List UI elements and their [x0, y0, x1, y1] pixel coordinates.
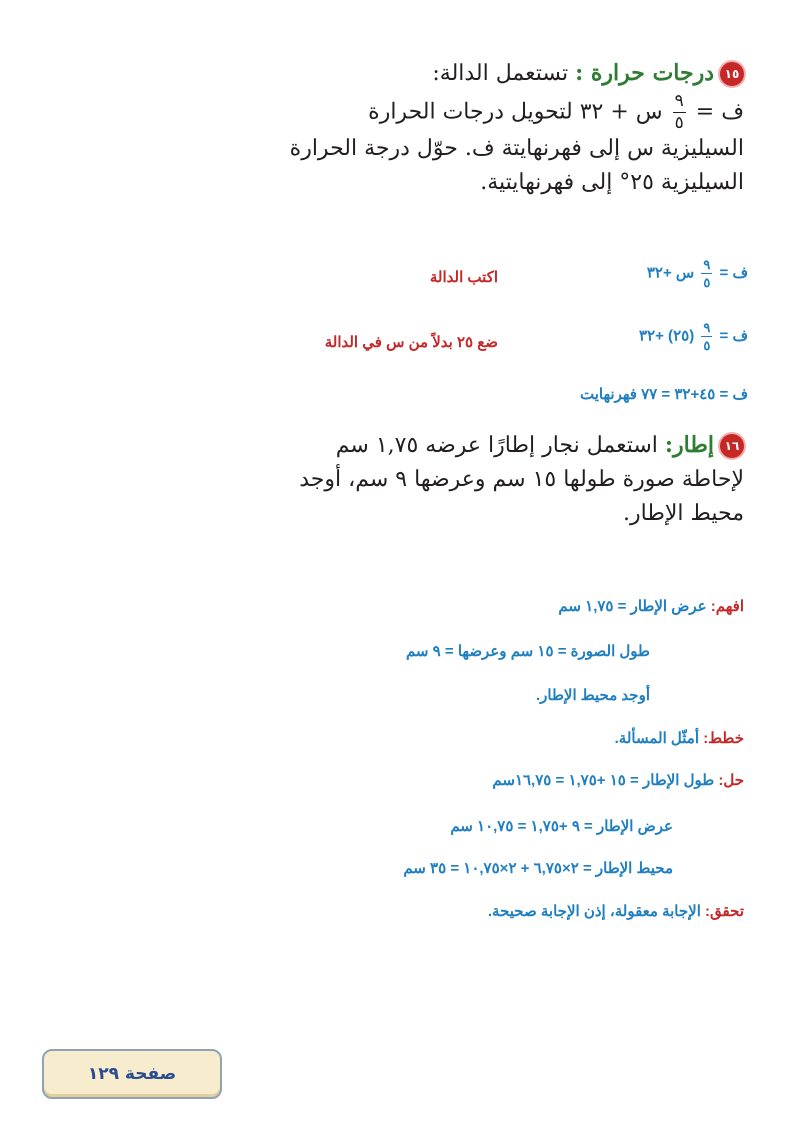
problem-15-line2: السيليزية س إلى فهرنهايتة ف. حوّل درجة الحرارة: [289, 136, 744, 161]
problem-15-formula-lhs: ف =: [695, 99, 744, 125]
plan-label: خطط:: [703, 730, 744, 747]
problem-16-line1: استعمل نجار إطارًا عرضه ١,٧٥ سم: [335, 433, 658, 458]
eq2-fraction: [701, 321, 712, 352]
solution-15-eq1: [647, 258, 748, 289]
problem-16-header: [104, 428, 744, 463]
fraction-denominator: ٥: [674, 113, 684, 133]
fraction-numerator: ٩: [703, 257, 711, 272]
problem-15-intro: تستعمل الدالة:: [432, 61, 569, 86]
understand-text: عرض الإطار = ١,٧٥ سم: [558, 598, 707, 615]
problem-15-number-badge: ١٥: [720, 62, 744, 86]
eq1-lhs: ف =: [719, 264, 748, 282]
page-number-box: [42, 1049, 222, 1099]
problem-15-fraction: [673, 93, 686, 132]
problem-15-title: درجات حرارة :: [575, 60, 714, 86]
solution-15-note2: ضع ٢٥ بدلاً من س في الدالة: [324, 334, 498, 351]
page-number-label: صفحة ١٢٩: [87, 1064, 177, 1084]
fraction-numerator: ٩: [674, 91, 684, 111]
solve-label: حل:: [718, 772, 744, 789]
problem-15-header: [104, 56, 744, 91]
solution-16-picture-dims: طول الصورة = ١٥ سم وعرضها = ٩ سم: [405, 643, 650, 660]
solution-15-eq3: ف = ٤٥+٣٢ = ٧٧ فهرنهايت: [580, 386, 748, 403]
plan-text: أمثّل المسألة.: [614, 730, 700, 747]
problem-16-line3: محيط الإطار.: [623, 501, 744, 526]
check-text: الإجابة معقولة، إذن الإجابة صحيحة.: [487, 903, 701, 920]
solution-15-note1: اكتب الدالة: [429, 269, 498, 286]
solve-text: طول الإطار = ١٥ +١,٧٥ = ١٦,٧٥سم: [492, 772, 715, 789]
solution-16-solve: [492, 771, 744, 789]
problem-15-line3: السيليزية ٢٥° إلى فهرنهايتية.: [480, 170, 744, 195]
problem-16: [104, 428, 744, 531]
solution-16-understand: [558, 597, 744, 615]
problem-16-number-badge: ١٦: [720, 434, 744, 458]
eq1-fraction: [701, 258, 712, 289]
solution-16-check: [488, 902, 744, 920]
problem-16-title: إطار:: [664, 432, 714, 458]
problem-15: [104, 56, 744, 200]
check-label: تحقق:: [705, 903, 744, 920]
solution-16-perimeter-calc: محيط الإطار = ٢×٦,٧٥ + ٢×١٠,٧٥ = ٣٥ سم: [403, 860, 673, 877]
problem-15-formula-rhs: س + ٣٢ لتحويل درجات الحرارة: [368, 99, 663, 125]
problem-16-line2: لإحاطة صورة طولها ١٥ سم وعرضها ٩ سم، أوجد: [299, 467, 744, 492]
eq2-lhs: ف =: [719, 327, 748, 345]
fraction-denominator: ٥: [703, 275, 711, 290]
solution-16-plan: [615, 729, 744, 747]
solution-16-width-calc: عرض الإطار = ٩ +١,٧٥ = ١٠,٧٥ سم: [450, 818, 673, 835]
understand-label: افهم:: [710, 598, 744, 615]
solution-16-find: أوجد محيط الإطار.: [535, 687, 650, 704]
fraction-denominator: ٥: [703, 338, 711, 353]
eq1-rhs: س +٣٢: [646, 264, 695, 282]
solution-15-eq2: [639, 321, 748, 352]
problem-15-formula-line: [104, 93, 744, 132]
fraction-numerator: ٩: [703, 320, 711, 335]
eq2-rhs: (٢٥) +٣٢: [639, 327, 695, 345]
